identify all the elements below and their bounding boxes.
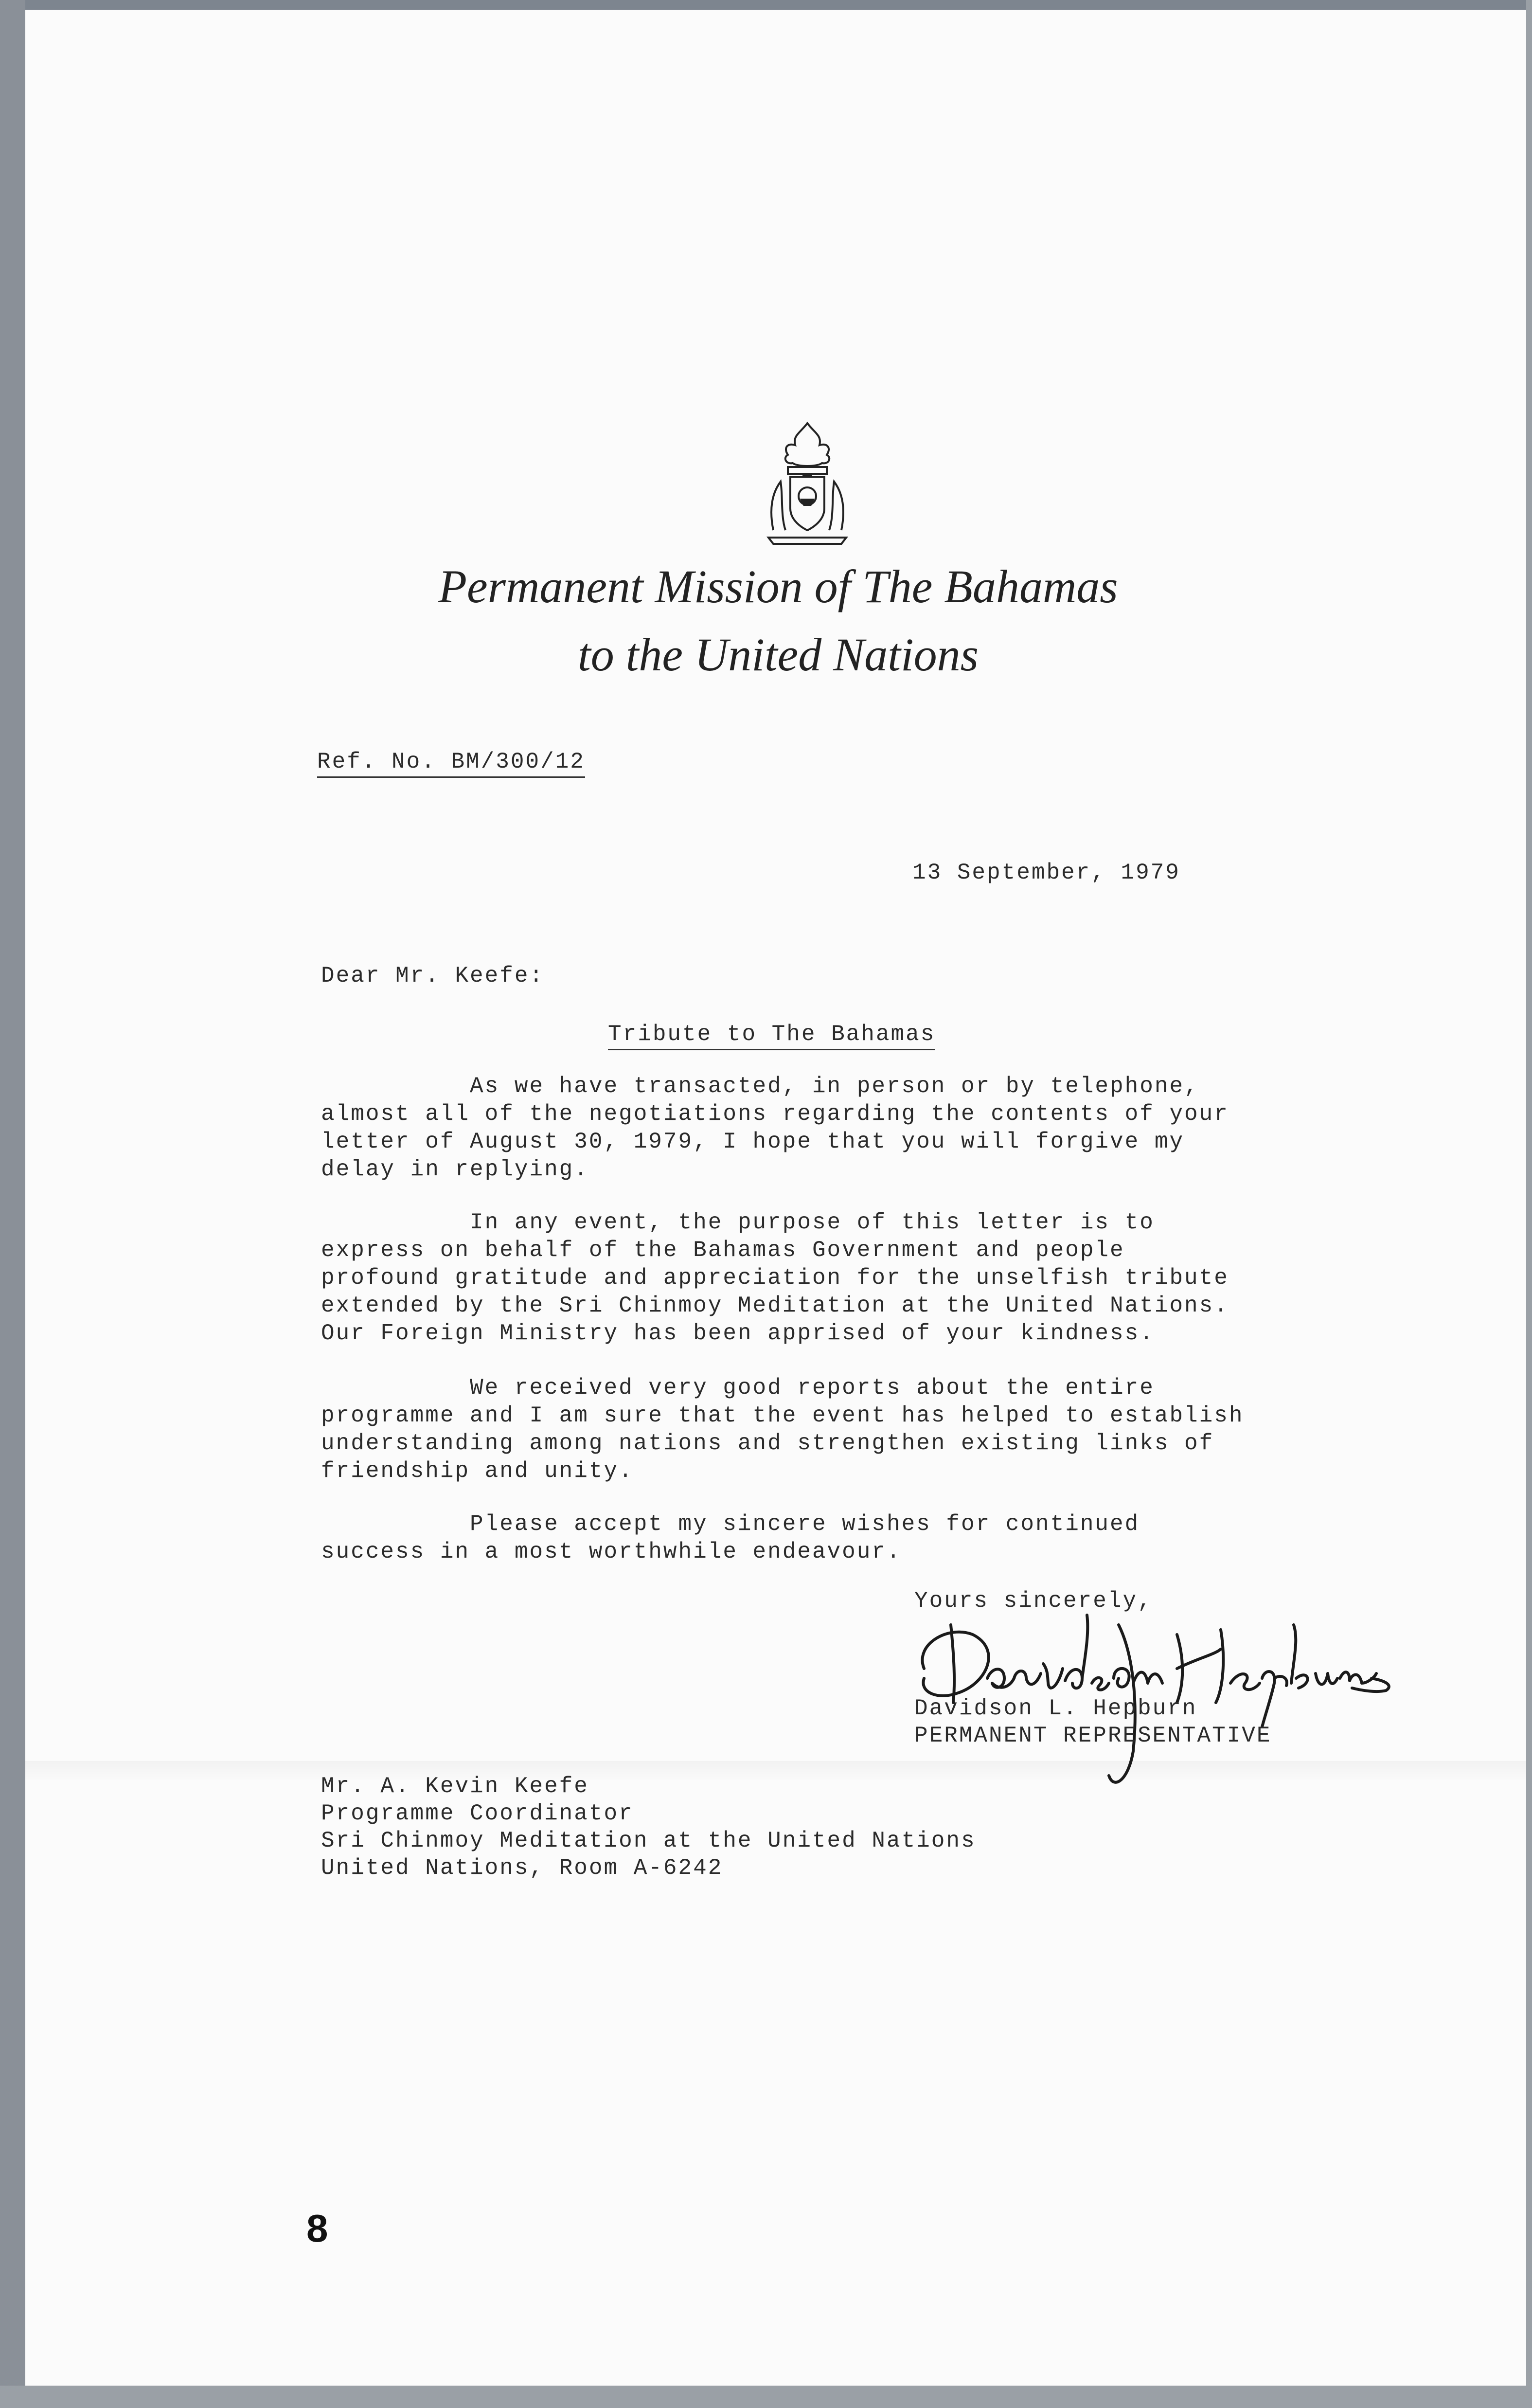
scan-edge-right	[1526, 0, 1532, 2408]
body-paragraph-4: Please accept my sincere wishes for continued success in a most worthwhile endeavour.	[321, 1511, 1140, 1564]
scan-edge-top	[0, 0, 1532, 10]
subject-line: Tribute to The Bahamas	[608, 1022, 935, 1050]
body-paragraph-3: We received very good reports about the entire programme and I am sure that the event has helped to establish understanding among nations and strengthen existing links of friendship and unity.	[321, 1375, 1244, 1484]
reference-number: Ref. No. BM/300/12	[317, 749, 585, 778]
addressee-line-4: United Nations, Room A-6242	[321, 1855, 723, 1881]
letterhead-line-1: Permanent Mission of The Bahamas	[438, 560, 1118, 612]
closing: Yours sincerely,	[914, 1588, 1153, 1614]
addressee-line-3: Sri Chinmoy Meditation at the United Nations	[321, 1828, 976, 1853]
body-paragraph-2: In any event, the purpose of this letter is to express on behalf of the Bahamas Government and people profound gratitude and appreciation for the unselfish tribute extended by the Sri Chinmoy Meditation at the United Nations. Our Foreign Ministry has been apprised of your kindness.	[321, 1210, 1229, 1346]
body-paragraph-1: As we have transacted, in person or by telephone, almost all of the negotiations regarding the contents of your letter of August 30, 1979, I hope that you will forgive my delay in replying.	[321, 1074, 1229, 1182]
signer-name: Davidson L. Hepburn	[914, 1696, 1197, 1721]
scan-edge-bottom	[0, 2386, 1532, 2408]
coat-of-arms-icon	[754, 418, 861, 550]
salutation: Dear Mr. Keefe:	[321, 963, 545, 988]
scan-edge-left	[0, 0, 25, 2408]
letter-date: 13 September, 1979	[912, 860, 1180, 885]
page-number: 8	[306, 2207, 328, 2250]
addressee-line-1: Mr. A. Kevin Keefe	[321, 1774, 589, 1799]
signer-title: PERMANENT REPRESENTATIVE	[914, 1723, 1272, 1748]
letterhead-line-2: to the United Nations	[578, 629, 979, 681]
addressee-line-2: Programme Coordinator	[321, 1801, 634, 1826]
